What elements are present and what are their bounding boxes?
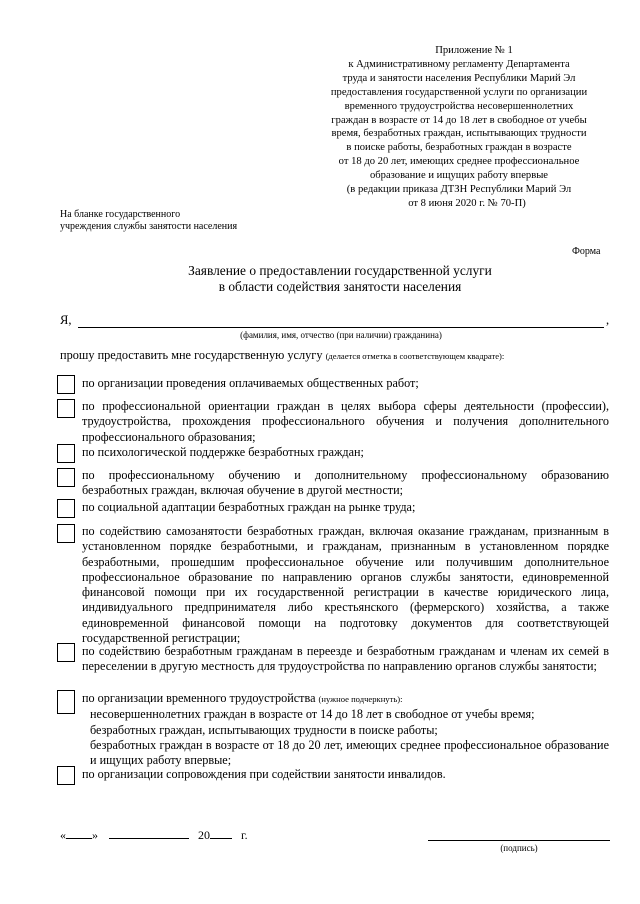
applicant-prefix: Я, xyxy=(60,313,72,327)
annex-line: Приложение № 1 xyxy=(435,45,513,56)
annex-line: (в редакции приказа ДТЗН Республики Марий Эл xyxy=(346,184,572,196)
annex-line: от 8 июня 2020 г. № 70-П) xyxy=(408,197,526,209)
annex-line: труда и занятости населения Республики Марий Эл xyxy=(342,72,576,84)
service-item-text: по содействию самозанятости безработных граждан, включая оказание гражданам, признанным в установленном порядке безработными, и гражданам, признанным в установленном порядке безработными, прошедшим профессиональное обучение или получившим дополнительное профессиональное образование по направлению органов службы занятости, единовременной финансовой помощи при их государственной регистрации в качестве юридического лица, индивидуального предпринимателя либо крестьянского (фермерского) хозяйства, а также единовременной финансовой помощи на подготовку документов для соответствующей государственной регистрации; xyxy=(82,524,609,646)
annex-line: предоставления государственной услуги по организации xyxy=(330,86,588,98)
request-text: прошу предоставить мне государственную услугу xyxy=(60,348,326,362)
document-title xyxy=(60,263,620,295)
applicant-name-hint: (фамилия, имя, отчество (при наличии) гражданина) xyxy=(240,330,442,340)
service-checkbox[interactable] xyxy=(57,499,75,518)
service-checkbox[interactable] xyxy=(57,690,75,714)
service-item-text: по организации проведения оплачиваемых общественных работ; xyxy=(82,376,419,390)
service-item-text: по профессиональной ориентации граждан в целях выбора сферы деятельности (профессии), трудоустройства, прохождения профессионального обучения и получения дополнительного профессионального образования; xyxy=(82,399,609,444)
request-line xyxy=(60,348,504,363)
service-checkbox[interactable] xyxy=(57,766,75,785)
signature-hint: (подпись) xyxy=(500,843,538,853)
date-day-blank[interactable] xyxy=(66,826,92,839)
letterhead-note-line: На бланке государственного xyxy=(60,209,181,220)
service-checkbox[interactable] xyxy=(57,444,75,463)
service-checkbox[interactable] xyxy=(57,643,75,662)
date-field[interactable] xyxy=(60,826,248,843)
service-subitem[interactable]: несовершеннолетних граждан в возрасте от 14 до 18 лет в свободное от учебы время; xyxy=(90,707,535,722)
annex-line: время, безработных граждан, испытывающих трудности xyxy=(331,128,587,140)
applicant-comma: , xyxy=(606,313,610,327)
letterhead-note xyxy=(60,209,237,233)
service-item-line xyxy=(82,691,609,707)
annex-line: образование и ищущих работу впервые xyxy=(369,170,549,182)
letterhead-note-line: учреждения службы занятости населения xyxy=(60,221,238,232)
service-subitem[interactable]: безработных граждан, испытывающих трудности в поиске работы; xyxy=(90,722,438,737)
date-year-prefix: 20 xyxy=(198,828,210,842)
date-month-blank[interactable] xyxy=(109,826,189,839)
date-quote-close: » xyxy=(92,828,98,842)
service-item-text: по социальной адаптации безработных граждан на рынке труда; xyxy=(82,500,416,514)
date-year-suffix: г. xyxy=(241,828,248,842)
annex-line: от 18 до 20 лет, имеющих среднее профессиональное xyxy=(338,156,580,168)
annex-block xyxy=(300,44,618,211)
service-item-text: по психологической поддержке безработных граждан; xyxy=(82,445,364,459)
document-title-line: Заявление о предоставлении государственной услуги xyxy=(188,263,492,278)
service-subitem[interactable]: безработных граждан в возрасте от 18 до 20 лет, имеющих среднее профессиональное образование и ищущих работу впервые; xyxy=(90,737,609,768)
annex-line: временного трудоустройства несовершеннолетних xyxy=(344,100,574,112)
service-checkbox[interactable] xyxy=(57,375,75,394)
signature-field[interactable] xyxy=(428,840,610,841)
form-label: Форма xyxy=(572,246,601,257)
service-item-note: (нужное подчеркнуть): xyxy=(318,694,403,704)
annex-line: граждан в возрасте от 14 до 18 лет в свободное от учебы xyxy=(331,114,587,126)
annex-line: к Административному регламенту Департамента xyxy=(348,58,570,70)
date-quote-open: « xyxy=(60,828,66,842)
service-item-text: по организации временного трудоустройства xyxy=(82,691,319,705)
service-checkbox[interactable] xyxy=(57,468,75,487)
annex-line: в поиске работы, безработных граждан в возрасте xyxy=(346,142,572,154)
service-item-text: по содействию безработным гражданам в переезде и безработным гражданам и членам их семей в переселении в другую местность для трудоустройства по направлению органов службы занятости; xyxy=(82,644,609,674)
service-checkbox[interactable] xyxy=(57,399,75,418)
service-item-text: по организации сопровождения при содействии занятости инвалидов. xyxy=(82,767,446,781)
service-item-text: по профессиональному обучению и дополнительному профессиональному образованию безработных граждан, включая обучение в другой местности; xyxy=(82,468,609,498)
applicant-name-field[interactable] xyxy=(78,327,604,328)
request-note: (делается отметка в соответствующем квадрате): xyxy=(325,351,505,361)
date-year-blank[interactable] xyxy=(210,826,232,839)
document-title-line: в области содействия занятости населения xyxy=(218,279,462,294)
service-checkbox[interactable] xyxy=(57,524,75,543)
service-item-temporary-employment xyxy=(82,691,609,768)
